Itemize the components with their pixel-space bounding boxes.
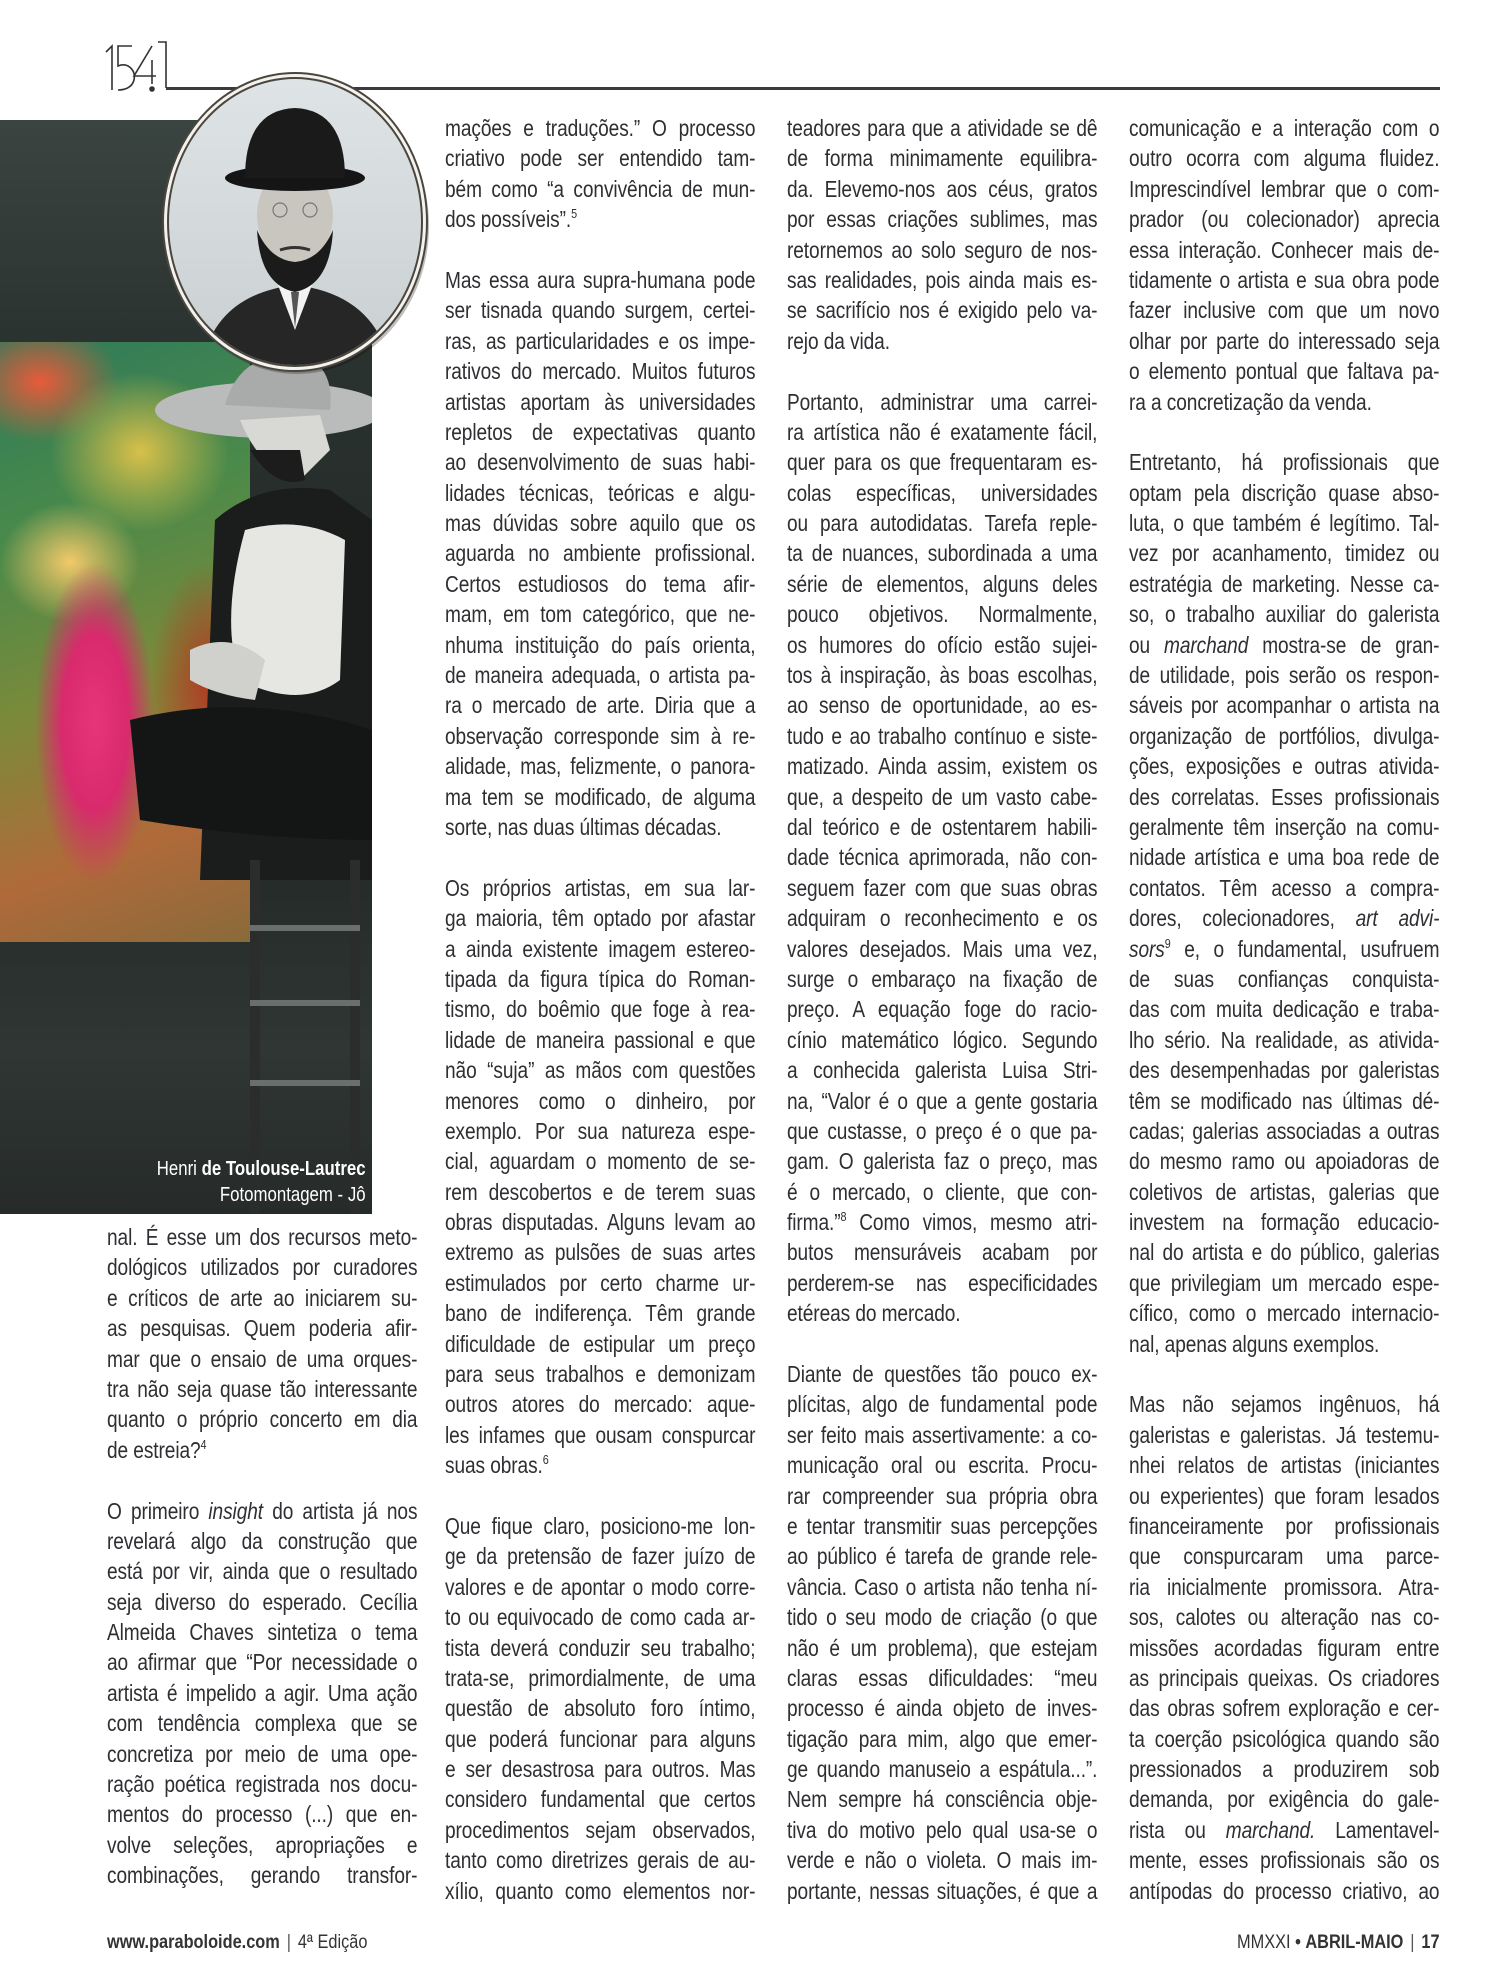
text-line: ao senso de oportunidade, ao es- — [787, 692, 1098, 719]
paragraph — [107, 1222, 417, 1465]
text-line: é o mercado, o cliente, que con- — [787, 1178, 1098, 1205]
text-line: aguarda no ambiente profissional. — [445, 540, 756, 567]
text-line: trata-se, primordialmente, de uma — [445, 1664, 756, 1691]
text-line: de forma minimamente equilibra- — [787, 145, 1098, 172]
text-line: ao desenvolvimento de suas habi- — [445, 449, 756, 476]
edition-label: 4ª Edição — [297, 1932, 368, 1953]
footnote-ref: 4 — [200, 1436, 207, 1452]
text-line: tos à inspiração, às boas escolhas, — [787, 662, 1098, 689]
text-line: rar compreender sua própria obra — [787, 1482, 1098, 1509]
text-line: perderem-se nas especificidades — [787, 1269, 1098, 1296]
text-line: mar que o ensaio de uma orques- — [107, 1345, 418, 1372]
text-line: pouco objetivos. Normalmente, — [787, 601, 1098, 628]
text-line: têm se modificado nas últimas dé- — [1129, 1087, 1440, 1114]
text-line: nal do artista e do público, galerias — [1129, 1239, 1440, 1266]
text-line: tra não seja quase tão interessante — [107, 1375, 418, 1402]
text-segment: firma.” — [787, 1209, 841, 1236]
text-line: seguem fazer com que suas obras — [787, 874, 1098, 901]
text-line: les infames que ousam conspurcar — [445, 1421, 756, 1448]
italic-term: sors — [1129, 935, 1165, 962]
text-line: com tendência complexa que se — [107, 1710, 418, 1737]
text-line: nidade artística e uma boa rede de — [1129, 844, 1440, 871]
text-line: dal teórico e de ostentarem habili- — [787, 813, 1098, 840]
text-line: surge o embaraço na fixação de — [787, 965, 1098, 992]
text-line: concretiza por meio de uma ope- — [107, 1740, 418, 1767]
text-line: to ou equivocado de como cada ar- — [445, 1604, 756, 1631]
text-line: artista é impelido a agir. Uma ação — [107, 1679, 418, 1706]
text-line: preço. A equação foge do racio- — [787, 996, 1098, 1023]
text-line: lho sério. Na realidade, as ativida- — [1129, 1026, 1440, 1053]
text-line: quanto o próprio concerto em dia — [107, 1406, 418, 1433]
text-line: retornemos ao solo seguro de nos- — [787, 236, 1098, 263]
text-line: galeristas e galeristas. Já testemu- — [1129, 1421, 1440, 1448]
text-line: na, “Valor é o que a gente gostaria — [787, 1087, 1098, 1114]
text-line: comunicação e a interação com o — [1129, 115, 1440, 141]
paragraph — [787, 113, 1097, 356]
text-line: municação oral ou escrita. Procu- — [787, 1452, 1098, 1479]
text-segment: dores, colecionadores, — [1129, 905, 1356, 932]
paragraph — [787, 1359, 1097, 1906]
text-line: valores e de apontar o modo corre- — [445, 1573, 756, 1600]
text-line: tudo e ao trabalho contínuo e siste- — [787, 722, 1098, 749]
text-line: des desempenhadas por galeristas — [1129, 1057, 1440, 1084]
text-line: que custasse, o preço é o que pa- — [787, 1117, 1098, 1144]
paragraph — [445, 1511, 755, 1906]
text-line: etéreas do mercado. — [787, 1300, 961, 1327]
footnote-ref: 9 — [1164, 935, 1171, 951]
text-line: Os próprios artistas, em sua lar- — [445, 874, 756, 901]
text-line: artistas aportam às universidades — [445, 388, 756, 415]
text-line: tista deverá conduzir seu trabalho; — [445, 1634, 756, 1661]
footnote-ref: 8 — [840, 1209, 847, 1225]
text-line: coletivos de artistas, galerias que — [1129, 1178, 1440, 1205]
italic-term: marchand — [1164, 631, 1249, 658]
text-line: extremo as pulsões de suas artes — [445, 1239, 756, 1266]
paragraph — [787, 387, 1097, 1329]
text-line: ra artística não é exatamente fácil, — [787, 418, 1098, 445]
text-line: para seus trabalhos e demonizam — [445, 1361, 756, 1388]
caption-title — [157, 1156, 366, 1182]
italic-term: marchand. — [1225, 1816, 1316, 1843]
text-line: tiva do motivo pelo qual usa-se o — [787, 1816, 1098, 1843]
text-segment: do artista já nos — [263, 1497, 418, 1524]
text-line: Mas não sejamos ingênuos, há — [1129, 1391, 1440, 1418]
text-line: missões acordadas figuram entre — [1129, 1634, 1440, 1661]
text-line: volve seleções, apropriações e — [107, 1831, 418, 1858]
caption-name-bold: de Toulouse-Lautrec — [202, 1158, 366, 1180]
text-line: das com muita dedicação e traba- — [1129, 996, 1440, 1023]
text-line: vância. Caso o artista não tenha ní- — [787, 1573, 1098, 1600]
text-line: tigação para mim, algo que emer- — [787, 1725, 1098, 1752]
text-line: ta coerção psicológica quando são — [1129, 1725, 1440, 1752]
text-line: olhar por parte do interessado seja — [1129, 327, 1440, 354]
text-line: so, o trabalho auxiliar do galerista — [1129, 601, 1440, 628]
text-line: dológicos utilizados por curadores — [107, 1254, 418, 1281]
text-line: combinações, gerando transfor- — [107, 1862, 418, 1889]
text-line: prador (ou colecionador) aprecia — [1129, 206, 1440, 233]
text-line: Almeida Chaves sintetiza o tema — [107, 1619, 418, 1646]
text-line: ou para autodidatas. Tarefa reple- — [787, 510, 1098, 537]
text-line: colas específicas, universidades — [787, 479, 1098, 506]
text-line: portante, nessas situações, é que a — [787, 1877, 1098, 1904]
text-line: bano de indiferença. Têm grande — [445, 1300, 756, 1327]
text-line: cínio matemático lógico. Segundo — [787, 1026, 1098, 1053]
text-line: contatos. Têm acesso a compra- — [1129, 874, 1440, 901]
text-line: as principais queixas. Os criadores — [1129, 1664, 1440, 1691]
text-line: ga maioria, têm optado por afastar — [445, 905, 756, 932]
text-line: que privilegiam um mercado espe- — [1129, 1269, 1440, 1296]
text-line: seja diverso do esperado. Cecília — [107, 1588, 418, 1615]
text-line: essa interação. Conhecer mais de- — [1129, 236, 1440, 263]
text-line: tipada da figura típica do Roman- — [445, 965, 756, 992]
text-line: ração poética registrada nos docu- — [107, 1771, 418, 1798]
text-segment: Como vimos, mesmo atri- — [846, 1209, 1098, 1236]
text-line: mentos do processo (...) que en- — [107, 1801, 418, 1828]
text-line: nhei relatos de artistas (iniciantes — [1129, 1452, 1440, 1479]
text-line: Imprescindível lembrar que o com- — [1129, 175, 1440, 202]
text-line: o elemento pontual que faltava pa- — [1129, 358, 1440, 385]
text-line: outro ocorra com alguma fluidez. — [1129, 145, 1440, 172]
text-line: ria inicialmente promissora. Atra- — [1129, 1573, 1440, 1600]
text-line: que, a despeito de um vasto cabe- — [787, 783, 1098, 810]
text-line: ma tem se modificado, de alguma — [445, 783, 756, 810]
caption-credit: Fotomontagem - Jô — [220, 1184, 366, 1206]
text-segment: e, o fundamental, usufruem — [1170, 935, 1440, 962]
text-line: de utilidade, pois serão os respon- — [1129, 662, 1440, 689]
text-line: a conhecida galerista Luisa Stri- — [787, 1057, 1098, 1084]
text-line — [445, 1450, 755, 1480]
text-line: e tentar transmitir suas percepções — [787, 1512, 1098, 1539]
article-column-3 — [787, 113, 1097, 1906]
article-column-1 — [107, 1222, 417, 1891]
text-line: xílio, quanto como elementos nor- — [445, 1877, 756, 1904]
text-segment: ou — [1129, 631, 1165, 658]
footer-bullet: • — [1295, 1932, 1302, 1953]
text-line: lidades técnicas, teóricas e algu- — [445, 479, 756, 506]
text-line: exemplo. Por sua natureza espe- — [445, 1117, 756, 1144]
text-line: Mas essa aura supra-humana pode — [445, 266, 756, 293]
text-line — [1129, 630, 1439, 660]
text-line: plícitas, algo de fundamental pode — [787, 1391, 1098, 1418]
text-line: Que fique claro, posiciono-me lon- — [445, 1512, 756, 1539]
text-segment: de estreia? — [107, 1436, 201, 1463]
text-line: rejo da vida. — [787, 327, 890, 354]
text-line: cífico, como o mercado internacio- — [1129, 1300, 1440, 1327]
text-segment: Lamentavel- — [1315, 1816, 1440, 1843]
paragraph — [445, 265, 755, 842]
text-line: alidade, mas, felizmente, o panora- — [445, 753, 756, 780]
text-line: luta, o que também é legítimo. Tal- — [1129, 510, 1440, 537]
footer-year: MMXXI — [1237, 1932, 1291, 1953]
text-line: sorte, nas duas últimas décadas. — [445, 813, 722, 840]
text-line: ser tisnada quando surgem, certei- — [445, 297, 756, 324]
paragraph — [107, 1496, 417, 1891]
text-line: rativos do mercado. Muitos futuros — [445, 358, 756, 385]
text-line: ta de nuances, subordinada a uma — [787, 540, 1098, 567]
text-line: estimulados por certo charme ur- — [445, 1269, 756, 1296]
text-line — [1129, 934, 1439, 964]
text-line: Portanto, administrar uma carrei- — [787, 388, 1098, 415]
text-line: outros atores do mercado: aque- — [445, 1391, 756, 1418]
article-column-4 — [1129, 113, 1439, 1906]
text-line: ra a concretização da venda. — [1129, 388, 1372, 415]
text-line: Nem sempre há consciência obje- — [787, 1786, 1098, 1813]
text-line: bém como “a convivência de mun- — [445, 175, 756, 202]
text-line: cadas; galerias associadas a outras — [1129, 1117, 1440, 1144]
text-line: Entretanto, há profissionais que — [1129, 449, 1440, 476]
text-line: tidamente o artista e sua obra pode — [1129, 266, 1440, 293]
text-line: das obras sofrem exploração e cer- — [1129, 1695, 1440, 1722]
text-line: pressionados a produzirem sob — [1129, 1756, 1440, 1783]
text-line: demanda, por exigência do gale- — [1129, 1786, 1440, 1813]
text-line: adquiram o reconhecimento e os — [787, 905, 1098, 932]
text-line: cial, aguardam o momento de se- — [445, 1148, 756, 1175]
text-segment: suas obras. — [445, 1452, 543, 1479]
text-line: do mesmo ramo ou apoiadoras de — [1129, 1148, 1440, 1175]
text-line: série de elementos, alguns deles — [787, 570, 1098, 597]
text-line: questão de absoluto foro íntimo, — [445, 1695, 756, 1722]
text-line: verde e não o violeta. O mais im- — [787, 1847, 1098, 1874]
text-line: considero fundamental que certos — [445, 1786, 756, 1813]
text-line: mente, esses profissionais são os — [1129, 1847, 1440, 1874]
text-line: se sacrifício nos é exigido pelo va- — [787, 297, 1098, 324]
magazine-logo — [104, 40, 168, 94]
text-line: tanto como diretrizes gerais de au- — [445, 1847, 756, 1874]
text-line: tismo, do boêmio que foge à rea- — [445, 996, 756, 1023]
text-line — [787, 1207, 1097, 1237]
text-line: mas dúvidas sobre aquilo que os — [445, 510, 756, 537]
text-line: claras essas dificuldades: “meu — [787, 1664, 1098, 1691]
text-line: Certos estudiosos do tema afir- — [445, 570, 756, 597]
text-line: financeiramente por profissionais — [1129, 1512, 1440, 1539]
footer-separator: | — [1410, 1932, 1415, 1953]
text-line: rem descobertos e de terem suas — [445, 1178, 756, 1205]
text-line: as pesquisas. Quem poderia afir- — [107, 1315, 418, 1342]
text-line: de maneira adequada, o artista pa- — [445, 662, 756, 689]
website-link[interactable]: www.paraboloide.com — [107, 1932, 280, 1953]
text-line: Diante de questões tão pouco ex- — [787, 1361, 1098, 1388]
footer-months: ABRIL-MAIO — [1305, 1932, 1404, 1953]
text-line: observação corresponde sim à re- — [445, 722, 756, 749]
footnote-ref: 6 — [542, 1452, 549, 1468]
text-segment: mostra-se de gran- — [1248, 631, 1440, 658]
text-line: lidade de maneira passional e que — [445, 1026, 756, 1053]
article-column-2 — [445, 113, 755, 1906]
text-line: sas realidades, pois ainda mais es- — [787, 266, 1098, 293]
portrait-oval — [160, 70, 430, 375]
text-line: teadores para que a atividade se dê — [787, 115, 1098, 141]
text-line: os humores do ofício estão sujei- — [787, 631, 1098, 658]
text-line: que conspurcaram uma parce- — [1129, 1543, 1440, 1570]
paragraph — [1129, 113, 1439, 417]
text-line: fazer inclusive com que um novo — [1129, 297, 1440, 324]
text-line: menores como o dinheiro, por — [445, 1087, 756, 1114]
italic-term: insight — [208, 1497, 264, 1524]
text-line: a ainda existente imagem estereo- — [445, 935, 756, 962]
text-line: mações e traduções.” O processo — [445, 115, 756, 141]
text-line: não é um problema), que estejam — [787, 1634, 1098, 1661]
text-line: optam pela discrição quase abso- — [1129, 479, 1440, 506]
text-line: gam. O galerista faz o preço, mas — [787, 1148, 1098, 1175]
text-line: ao afirmar que “Por necessidade o — [107, 1649, 418, 1676]
text-line: organização de portfólios, divulga- — [1129, 722, 1440, 749]
text-line — [107, 1496, 417, 1526]
footnote-ref: 5 — [571, 206, 578, 222]
text-line: nal, apenas alguns exemplos. — [1129, 1330, 1380, 1357]
text-line: butos mensuráveis acabam por — [787, 1239, 1098, 1266]
footer-left — [107, 1932, 367, 1954]
text-line: da. Elevemo-nos aos céus, gratos — [787, 175, 1098, 202]
text-line: valores desejados. Mais uma vez, — [787, 935, 1098, 962]
text-line: nhuma instituição do país orienta, — [445, 631, 756, 658]
text-line: estratégia de marketing. Nesse ca- — [1129, 570, 1440, 597]
text-line — [1129, 1815, 1439, 1845]
text-line: e críticos de arte ao iniciarem su- — [107, 1284, 418, 1311]
text-line: tido o seu modo de criação (o que — [787, 1604, 1098, 1631]
text-line: ras, as particularidades e os impe- — [445, 327, 756, 354]
text-line: ções, exposições e outras ativida- — [1129, 753, 1440, 780]
italic-term: art advi- — [1355, 905, 1440, 932]
paragraph — [445, 113, 755, 235]
caption-name-regular: Henri — [157, 1158, 198, 1180]
text-line: quer para os que frequentaram es- — [787, 449, 1098, 476]
text-line — [445, 204, 755, 234]
text-line: que poderá funcionar para alguns — [445, 1725, 756, 1752]
text-line: ge quando manuseio a espátula...”. — [787, 1756, 1098, 1783]
text-line: revelará algo da construção que — [107, 1527, 418, 1554]
paragraph — [445, 873, 755, 1481]
image-caption — [157, 1156, 366, 1208]
text-line: ra o mercado de arte. Diria que a — [445, 692, 756, 719]
text-line: sáveis por acompanhar o artista na — [1129, 692, 1440, 719]
text-line: mam, em tom categórico, que ne- — [445, 601, 756, 628]
footer-right — [1237, 1932, 1440, 1954]
text-line — [1129, 903, 1439, 933]
text-line: nal. É esse um dos recursos meto- — [107, 1224, 418, 1250]
text-line: ou experientes) que foram lesados — [1129, 1482, 1440, 1509]
paragraph — [1129, 1389, 1439, 1906]
text-line: ge da pretensão de fazer juízo de — [445, 1543, 756, 1570]
page-number: 17 — [1421, 1932, 1440, 1953]
text-line: criativo pode ser entendido tam- — [445, 145, 756, 172]
text-line: ao público é tarefa de grande rele- — [787, 1543, 1098, 1570]
text-line: de suas confianças conquista- — [1129, 965, 1440, 992]
text-line: ser feito mais assertivamente: a co- — [787, 1421, 1098, 1448]
text-line: sos, calotes ou alteração nas co- — [1129, 1604, 1440, 1631]
text-line: está por vir, ainda que o resultado — [107, 1558, 418, 1585]
text-segment: rista ou — [1129, 1816, 1226, 1843]
text-line: não “suja” as mãos com questões — [445, 1057, 756, 1084]
text-line: processo é ainda objeto de inves- — [787, 1695, 1098, 1722]
text-line: investem na formação educacio- — [1129, 1209, 1440, 1236]
text-line: vez por acanhamento, timidez ou — [1129, 540, 1440, 567]
text-line: e ser desastrosa para outros. Mas — [445, 1756, 756, 1783]
text-line: dificuldade de estipular um preço — [445, 1330, 756, 1357]
text-line: obras disputadas. Alguns levam ao — [445, 1209, 756, 1236]
text-line — [107, 1435, 417, 1465]
paragraph — [1129, 447, 1439, 1359]
text-segment: O primeiro — [107, 1497, 209, 1524]
text-segment: dos possíveis”. — [445, 206, 572, 233]
text-line: des correlatas. Esses profissionais — [1129, 783, 1440, 810]
text-line: antípodas do processo criativo, ao — [1129, 1877, 1440, 1904]
text-line: matizado. Ainda assim, existem os — [787, 753, 1098, 780]
footer-separator: | — [286, 1932, 291, 1953]
text-line: por essas criações sublimes, mas — [787, 206, 1098, 233]
text-line: dade técnica aprimorada, não con- — [787, 844, 1098, 871]
text-line: repletos de expectativas quanto — [445, 418, 756, 445]
text-line: geralmente têm inserção na comu- — [1129, 813, 1440, 840]
text-line: procedimentos sejam observados, — [445, 1816, 756, 1843]
